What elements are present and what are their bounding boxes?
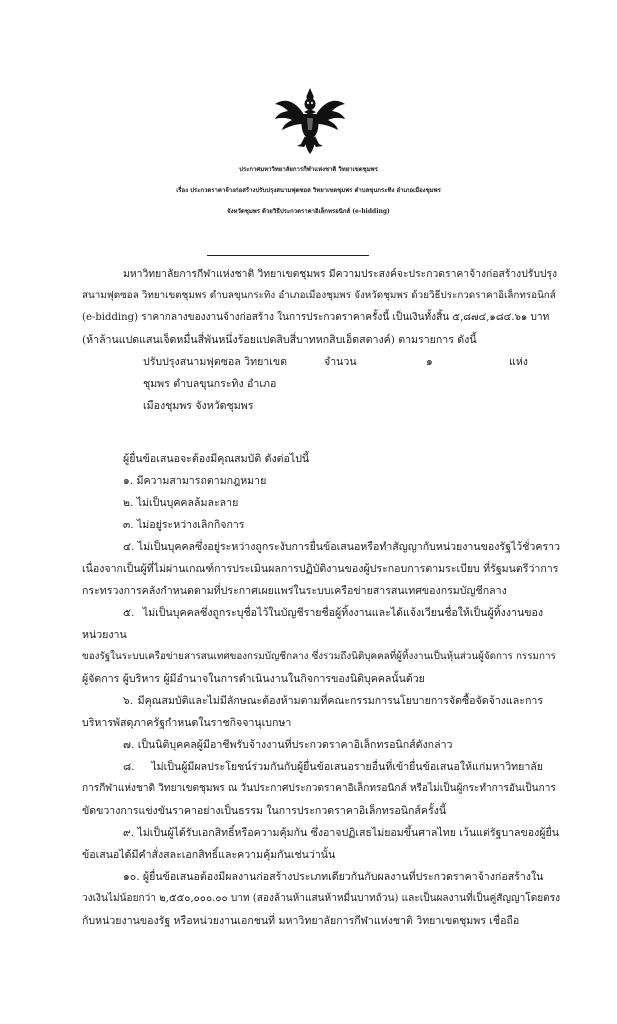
intro-line: สนามฟุตซอล วิทยาเขตชุมพร ตำบลขุนกระทิง อำเภอเมืองชุมพร จังหวัดชุมพร ด้วยวิธีประกวดราคาอิเล็กทรอนิกส์ [82, 290, 556, 301]
qualification-item: ๕. ไม่เป็นบุคคลซึ่งถูกระบุชื่อไว้ในบัญชีรายชื่อผู้ทิ้งงานและได้แจ้งเวียนชื่อให้เป็นผู้ทิ้งงานของ [123, 607, 543, 619]
item-name: เมืองชุมพร จังหวัดชุมพร [143, 400, 254, 412]
qualification-item-cont: กับหน่วยงานของรัฐ หรือหน่วยงานเอกชนที่ มหาวิทยาลัยการกีฬาแห่งชาติ วิทยาเขตชุมพร เชื่อถือ [82, 915, 520, 927]
qualification-item-cont: ของรัฐในระบบเครือข่ายสารสนเทศของกรมบัญชีกลาง ซึ่งรวมถึงนิติบุคคลที่ผู้ทิ้งงานเป็นหุ้นส่วนผู้จัดการ กรรมการ [82, 651, 556, 662]
item-qty: ๑ [426, 356, 433, 368]
qualification-item: ๗. เป็นนิติบุคคลผู้มีอาชีพรับจ้างงานที่ประกวดราคาอิเล็กทรอนิกส์ดังกล่าว [123, 739, 453, 751]
qualification-item: ๙. ไม่เป็นผู้ได้รับเอกสิทธิ์หรือความคุ้มกัน ซึ่งอาจปฏิเสธไม่ยอมขึ้นศาลไทย เว้นแต่รัฐบาลของผู้ยื่น [123, 827, 559, 839]
intro-line: (ห้าล้านแปดแสนเจ็ดหมื่นสี่พันหนึ่งร้อยแปดสิบสี่บาทหกสิบเอ็ดสตางค์) ตามรายการ ดังนี้ [82, 334, 477, 346]
item-qty-label: จำนวน [324, 356, 357, 368]
qualification-item-cont: ผู้จัดการ ผู้บริหาร ผู้มีอำนาจในการดำเนินงานในกิจการของนิติบุคคลนั้นด้วย [82, 673, 425, 685]
intro-line: มหาวิทยาลัยการกีฬาแห่งชาติ วิทยาเขตชุมพร มีความประสงค์จะประกวดราคาจ้างก่อสร้างปรับปรุง [123, 268, 558, 280]
qualification-item: ๓. ไม่อยู่ระหว่างเลิกกิจการ [123, 519, 245, 531]
qualification-item: ๔. ไม่เป็นบุคคลซึ่งอยู่ระหว่างถูกระงับการยื่นข้อเสนอหรือทำสัญญากับหน่วยงานของรัฐไว้ชั่วคราว [123, 541, 561, 553]
qualification-item: ๑. มีความสามารถตามกฎหมาย [123, 475, 267, 487]
announcement-subject: เรื่อง ประกวดราคาจ้างก่อสร้างปรับปรุงสนามฟุตซอล วิทยาเขตชุมพร ตำบลขุนกระทิง อำเภอเมืองชุมพร [176, 187, 441, 194]
qualification-item-cont: กระทรวงการคลังกำหนดตามที่ประกาศเผยแพร่ในระบบเครือข่ายสารสนเทศของกรมบัญชีกลาง [82, 585, 507, 597]
item-name: ชุมพร ตำบลขุนกระทิง อำเภอ [143, 378, 277, 390]
qualification-item-cont: การกีฬาแห่งชาติ วิทยาเขตชุมพร ณ วันประกาศประกวดราคาอิเล็กทรอนิกส์ หรือไม่เป็นผู้กระทำการอันเป็นการ [82, 783, 556, 794]
garuda-emblem [272, 86, 348, 156]
qualification-item: ๒. ไม่เป็นบุคคลล้มละลาย [123, 497, 239, 509]
qualification-item-cont: หน่วยงาน [82, 629, 127, 641]
item-unit: แห่ง [509, 356, 528, 368]
qualification-item-cont: วงเงินไม่น้อยกว่า ๒,๕๕๐,๐๐๐.๐๐ บาท (สองล้านห้าแสนห้าหมื่นบาทถ้วน) และเป็นผลงานที่เป็นคู่สัญญาโดยตรง [82, 893, 561, 904]
item-name: ปรับปรุงสนามฟุตซอล วิทยาเขต [143, 356, 287, 368]
qualification-item: ๖. มีคุณสมบัติและไม่มีลักษณะต้องห้ามตามที่คณะกรรมการนโยบายการจัดซื้อจัดจ้างและการ [123, 695, 543, 707]
announcement-subject-cont: จังหวัดชุมพร ด้วยวิธีประกวดราคาอิเล็กทรอนิกส์ (e-bidding) [227, 208, 390, 215]
qualification-item-cont: ขัดขวางการแข่งขันราคาอย่างเป็นธรรม ในการประกวดราคาอิเล็กทรอนิกส์ครั้งนี้ [82, 805, 447, 817]
qualifications-intro: ผู้ยื่นข้อเสนอจะต้องมีคุณสมบัติ ดังต่อไปนี้ [123, 453, 310, 465]
qualification-item-cont: ข้อเสนอได้มีคำสั่งสละเอกสิทธิ์และความคุ้มกันเช่นว่านั้น [82, 849, 336, 861]
qualification-item-cont: บริหารพัสดุภาครัฐกำหนดในราชกิจจานุเบกษา [82, 717, 292, 729]
qualification-item: ๘. ไม่เป็นผู้มีผลประโยชน์ร่วมกันกับผู้ยื่นข้อเสนอรายอื่นที่เข้ายื่นข้อเสนอให้แก่มหาวิทยาลัย [123, 761, 543, 773]
intro-line: (e-bidding) ราคากลางของงานจ้างก่อสร้าง ในการประกวดราคาครั้งนี้ เป็นเงินทั้งสิ้น ๕,๘๗๔,๑๘๔.๖๑ บาท [82, 312, 550, 323]
divider-line [207, 255, 369, 256]
qualification-item-cont: เนื่องจากเป็นผู้ที่ไม่ผ่านเกณฑ์การประเมินผลการปฏิบัติงานของผู้ประกอบการตามระเบียบ ที่รัฐมนตรีว่าการ [82, 563, 559, 575]
announcement-title: ประกาศมหาวิทยาลัยการกีฬาแห่งชาติ วิทยาเขตชุมพร [239, 166, 378, 173]
qualification-item: ๑๐. ผู้ยื่นข้อเสนอต้องมีผลงานก่อสร้างประเภทเดียวกันกับผลงานที่ประกวดราคาจ้างก่อสร้างใน [123, 871, 544, 883]
